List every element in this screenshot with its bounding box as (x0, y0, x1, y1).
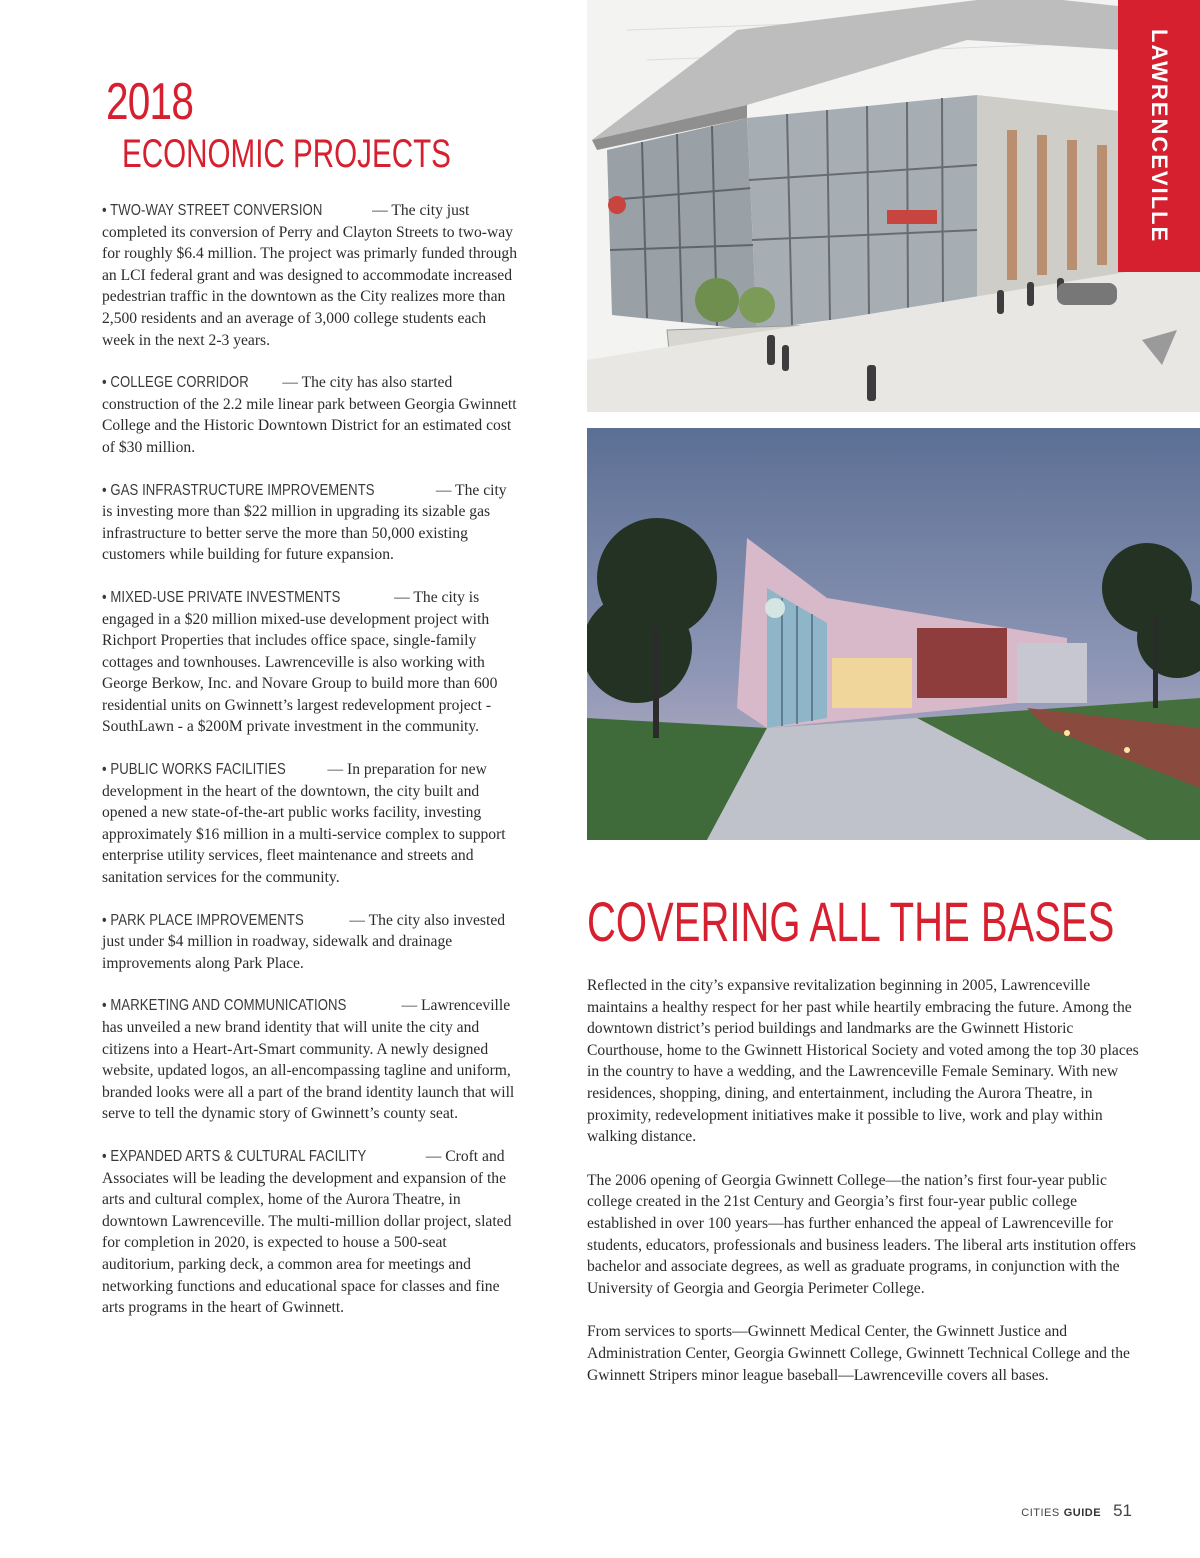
project-title: • MARKETING AND COMMUNICATIONS (102, 997, 347, 1015)
project-separator: — (323, 761, 347, 779)
project-item (102, 480, 520, 566)
page-footer (960, 1501, 1132, 1521)
project-title: • PARK PLACE IMPROVEMENTS (102, 911, 304, 929)
bases-paragraph: The 2006 opening of Georgia Gwinnett College—the nation’s first four-year public college created in the 21st Century and Georgia’s first four-year public college established in over 100 years—has further enhanced the appeal of Lawrenceville for students, educators, professionals and business leaders. The liberal arts institution offers bachelor and associate degrees, as well as graduate programs, in conjunction with the University of Georgia and Georgia Perimeter College. (587, 1171, 1136, 1297)
project-item (102, 200, 520, 351)
project-text: The city is investing more than $22 million in upgrading its sizable gas infrastructure to better serve the more than 50,000 existing customers while building for future expansion. (102, 481, 507, 564)
project-text: Lawrenceville has unveiled a new brand identity that will unite the city and citizens into a Heart-Art-Smart community. A newly designed website, updated logos, an all-encompassing tagline and uniform, branded looks were all a part of the brand identity launch that will serve to tell the dynamic story of Gwinnett’s county seat. (102, 997, 515, 1123)
project-text: The city has also started construction of the 2.2 mile linear park between Georgia Gwinnett College and the Historic Downtown District for an estimated cost of $30 million. (102, 374, 517, 456)
project-separator: — (431, 481, 456, 499)
section-title: ECONOMIC PROJECTS (122, 132, 451, 176)
page-number: 51 (1113, 1501, 1132, 1520)
college-building-image (587, 428, 1200, 840)
project-separator: — (397, 997, 421, 1015)
project-separator: — (368, 202, 392, 219)
project-item (102, 372, 520, 458)
project-separator: — (390, 588, 414, 606)
project-title: • GAS INFRASTRUCTURE IMPROVEMENTS (102, 481, 375, 499)
project-text: The city also invested just under $4 million in roadway, sidewalk and drainage improvements along Park Place. (102, 911, 506, 972)
bases-paragraph: Reflected in the city’s expansive revitalization beginning in 2005, Lawrenceville maintains a healthy respect for her past while heartily embracing the future. Among the downtown district’s period buildings and landmarks are the Gwinnett Historic Courthouse, home to the Gwinnett Historical Society and voted among the top 30 places in the country to have a wedding, and the Lawrenceville Female Seminary. With new residences, shopping, dining, and entertainment, including the Aurora Theatre, in proximity, redevelopment initiatives make it possible to live, work and play within walking distance. (587, 977, 1139, 1146)
project-title: • PUBLIC WORKS FACILITIES (102, 761, 286, 779)
project-separator: — (345, 911, 369, 929)
project-text: The city is engaged in a $20 million mixed-use development project with Richport Properties that includes office space, single-family cottages and townhouses. Lawrenceville is also working with George Berkow, Inc. and Novare Group to build more than 600 residential units on Gwinnett’s largest redevelopment project - SouthLawn - a $200M private investment in the community. (102, 588, 498, 736)
section-year: 2018 (106, 73, 194, 131)
footer-publication-cities: CITIES (1021, 1507, 1060, 1519)
project-title: • TWO-WAY STREET CONVERSION (102, 202, 323, 219)
project-text: The city just completed its conversion of Perry and Clayton Streets to two-way for roughly $6.4 million. The project was primarly funded through an LCI federal grant and was designed to accommodate increased pedestrian traffic in the downtown as the City realizes more than 2,500 residents and an average of 3,000 college students each week in the next 2-3 years. (102, 202, 518, 349)
project-separator: — (278, 374, 302, 392)
city-side-tab (1118, 0, 1200, 272)
project-title: • EXPANDED ARTS & CULTURAL FACILITY (102, 1147, 367, 1165)
projects-list (102, 200, 520, 1340)
bases-heading: COVERING ALL THE BASES (587, 890, 1115, 953)
bases-article (587, 975, 1147, 1408)
project-title: • MIXED-USE PRIVATE INVESTMENTS (102, 588, 341, 606)
city-side-tab-label: LAWRENCEVILLE (1147, 28, 1172, 244)
theatre-rendering-image (587, 0, 1200, 412)
project-text: Croft and Associates will be leading the development and expansion of the arts and cultural complex, home of the Aurora Theatre, in downtown Lawrenceville. The multi-million dollar project, slated for completion in 2020, is expected to house a 500-seat auditorium, parking deck, a common area for meetings and networking functions and educational space for classes and fine arts programs in the heart of Gwinnett. (102, 1147, 512, 1317)
project-item (102, 1146, 520, 1319)
project-title: • COLLEGE CORRIDOR (102, 374, 249, 392)
project-separator: — (421, 1147, 446, 1165)
project-item (102, 759, 520, 889)
footer-publication-guide: GUIDE (1063, 1507, 1102, 1519)
bases-paragraph: From services to sports—Gwinnett Medical Center, the Gwinnett Justice and Administration Center, Georgia Gwinnett College, Gwinnett Technical College and the Gwinnett Stripers minor league baseball—Lawrenceville covers all bases. (587, 1323, 1130, 1384)
project-item (102, 910, 520, 975)
project-item (102, 587, 520, 738)
project-text: In preparation for new development in the heart of the downtown, the city built and opened a new state-of-the-art public works facility, investing approximately $16 million in a multi-service complex to support enterprise utility services, fleet maintenance and streets and sanitation services for the community. (102, 761, 506, 887)
project-item (102, 995, 520, 1125)
